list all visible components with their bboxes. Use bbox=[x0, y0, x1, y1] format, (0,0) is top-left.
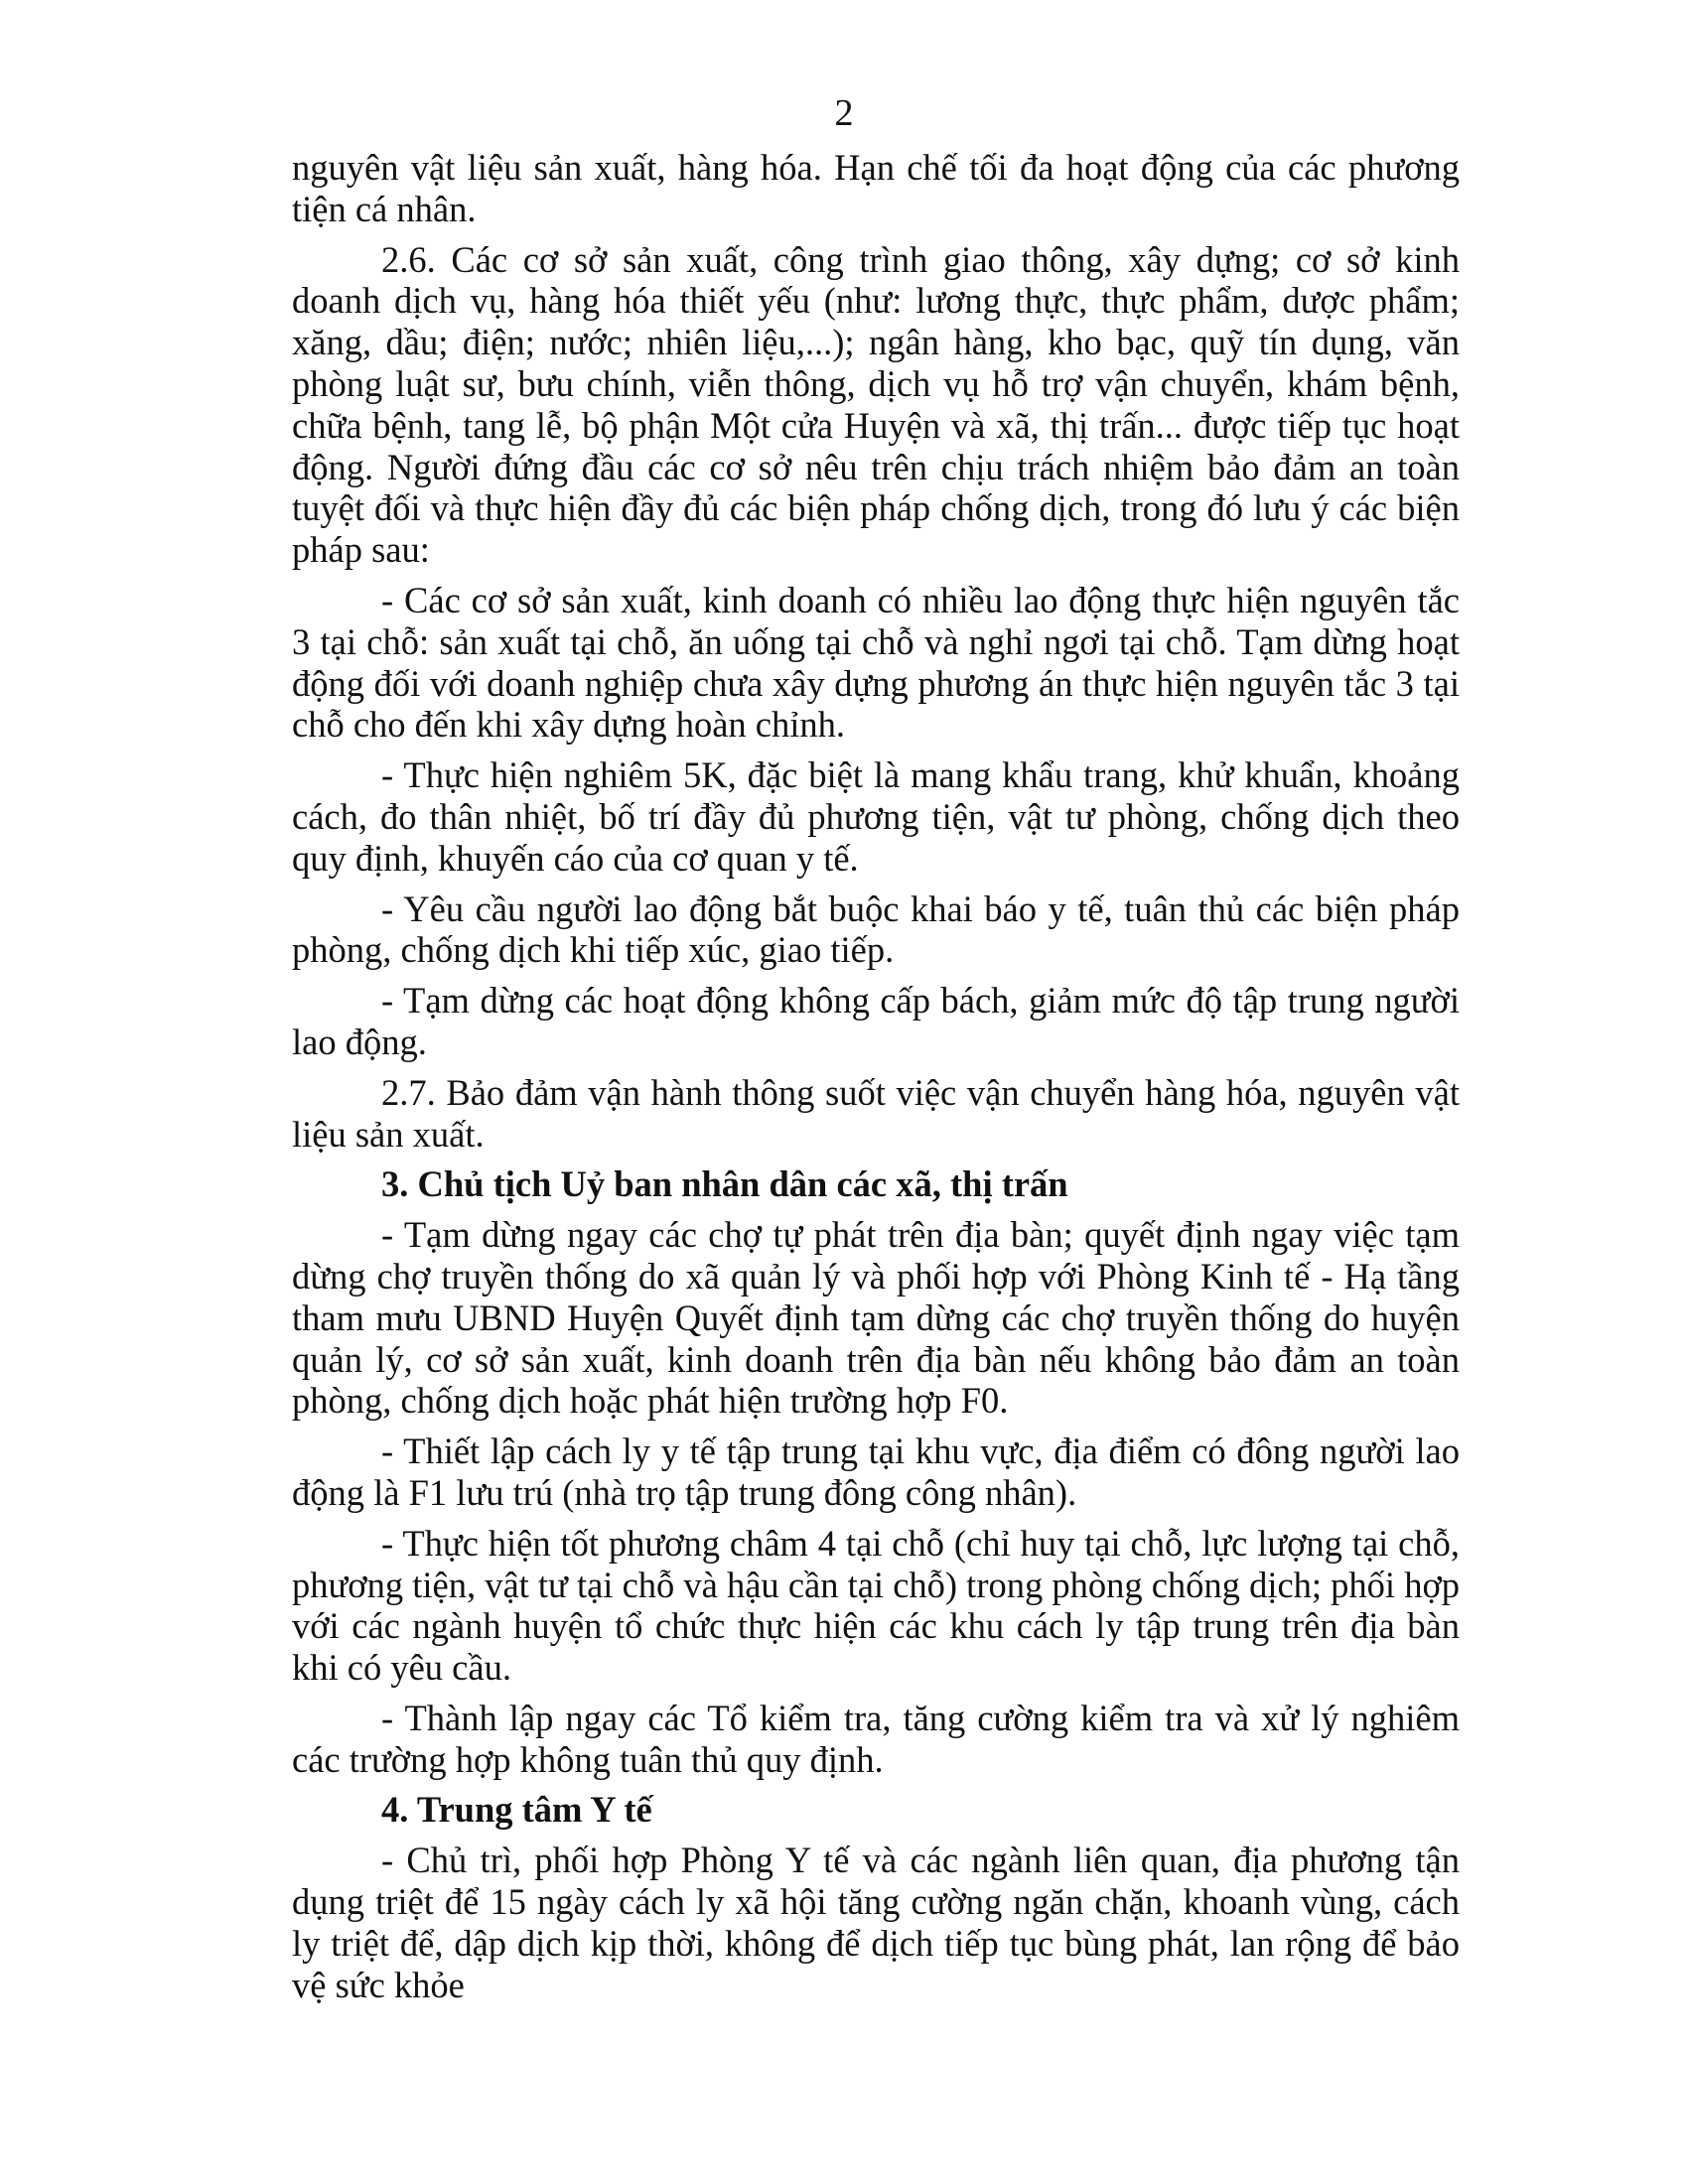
section-heading-4: 4. Trung tâm Y tế bbox=[381, 1789, 652, 1831]
bullet-5k: - Thực hiện nghiêm 5K, đặc biệt là mang khẩu trang, khử khuẩn, khoảng cách, đo thân nhiệt, bố trí đầy đủ phương tiện, vật tư phòng, chống dịch theo quy định, khuyến cáo của cơ quan y tế. bbox=[292, 754, 1460, 879]
paragraph-2-7: 2.7. Bảo đảm vận hành thông suốt việc vận chuyển hàng hóa, nguyên vật liệu sản xuất. bbox=[292, 1071, 1460, 1155]
section-heading-3: 3. Chủ tịch Uỷ ban nhân dân các xã, thị trấn bbox=[381, 1163, 1068, 1205]
document-body bbox=[292, 147, 1460, 2014]
paragraph-continuation: nguyên vật liệu sản xuất, hàng hóa. Hạn chế tối đa hoạt động của các phương tiện cá nhân. bbox=[292, 147, 1460, 229]
bullet-chu-tri: - Chủ trì, phối hợp Phòng Y tế và các ngành liên quan, địa phương tận dụng triệt để 15 ngày cách ly xã hội tăng cường ngăn chặn, khoanh vùng, cách ly triệt để, dập dịch kịp thời, không để dịch tiếp tục bùng phát, lan rộng để bảo vệ sức khỏe bbox=[292, 1840, 1460, 2005]
bullet-tam-dung-cho: - Tạm dừng ngay các chợ tự phát trên địa bàn; quyết định ngay việc tạm dừng chợ truyền thống do xã quản lý và phối hợp với Phòng Kinh tế - Hạ tầng tham mưu UBND Huyện Quyết định tạm dừng các chợ truyền thống do huyện quản lý, cơ sở sản xuất, kinh doanh trên địa bàn nếu không bảo đảm an toàn phòng, chống dịch hoặc phát hiện trường hợp F0. bbox=[292, 1214, 1460, 1422]
page-number: 2 bbox=[834, 92, 854, 134]
bullet-cach-ly-y-te: - Thiết lập cách ly y tế tập trung tại khu vực, địa điểm có đông người lao động là F1 lưu trú (nhà trọ tập trung đông công nhân). bbox=[292, 1431, 1460, 1513]
bullet-tam-dung-hoat-dong: - Tạm dừng các hoạt động không cấp bách, giảm mức độ tập trung người lao động. bbox=[292, 980, 1460, 1062]
bullet-4-tai-cho: - Thực hiện tốt phương châm 4 tại chỗ (chỉ huy tại chỗ, lực lượng tại chỗ, phương tiện, vật tư tại chỗ và hậu cần tại chỗ) trong phòng chống dịch; phối hợp với các ngành huyện tổ chức thực hiện các khu cách ly tập trung trên địa bàn khi có yêu cầu. bbox=[292, 1522, 1460, 1689]
bullet-khai-bao-y-te: - Yêu cầu người lao động bắt buộc khai báo y tế, tuân thủ các biện pháp phòng, chống dịch khi tiếp xúc, giao tiếp. bbox=[292, 887, 1460, 971]
paragraph-2-6: 2.6. Các cơ sở sản xuất, công trình giao thông, xây dựng; cơ sở kinh doanh dịch vụ, hàng hóa thiết yếu (như: lương thực, thực phẩm, dược phẩm; xăng, dầu; điện; nước; nhiên liệu,...); ngân hàng, kho bạc, quỹ tín dụng, văn phòng luật sư, bưu chính, viễn thông, dịch vụ hỗ trợ vận chuyển, khám bệnh, chữa bệnh, tang lễ, bộ phận Một cửa Huyện và xã, thị trấn... được tiếp tục hoạt động. Người đứng đầu các cơ sở nêu trên chịu trách nhiệm bảo đảm an toàn tuyệt đối và thực hiện đầy đủ các biện pháp chống dịch, trong đó lưu ý các biện pháp sau: bbox=[292, 238, 1460, 571]
bullet-3-tai-cho: - Các cơ sở sản xuất, kinh doanh có nhiều lao động thực hiện nguyên tắc 3 tại chỗ: sản xuất tại chỗ, ăn uống tại chỗ và nghỉ ngơi tại chỗ. Tạm dừng hoạt động đối với doanh nghiệp chưa xây dựng phương án thực hiện nguyên tắc 3 tại chỗ cho đến khi xây dựng hoàn chỉnh. bbox=[292, 579, 1460, 746]
bullet-to-kiem-tra: - Thành lập ngay các Tổ kiểm tra, tăng cường kiểm tra và xử lý nghiêm các trường hợp không tuân thủ quy định. bbox=[292, 1697, 1460, 1780]
